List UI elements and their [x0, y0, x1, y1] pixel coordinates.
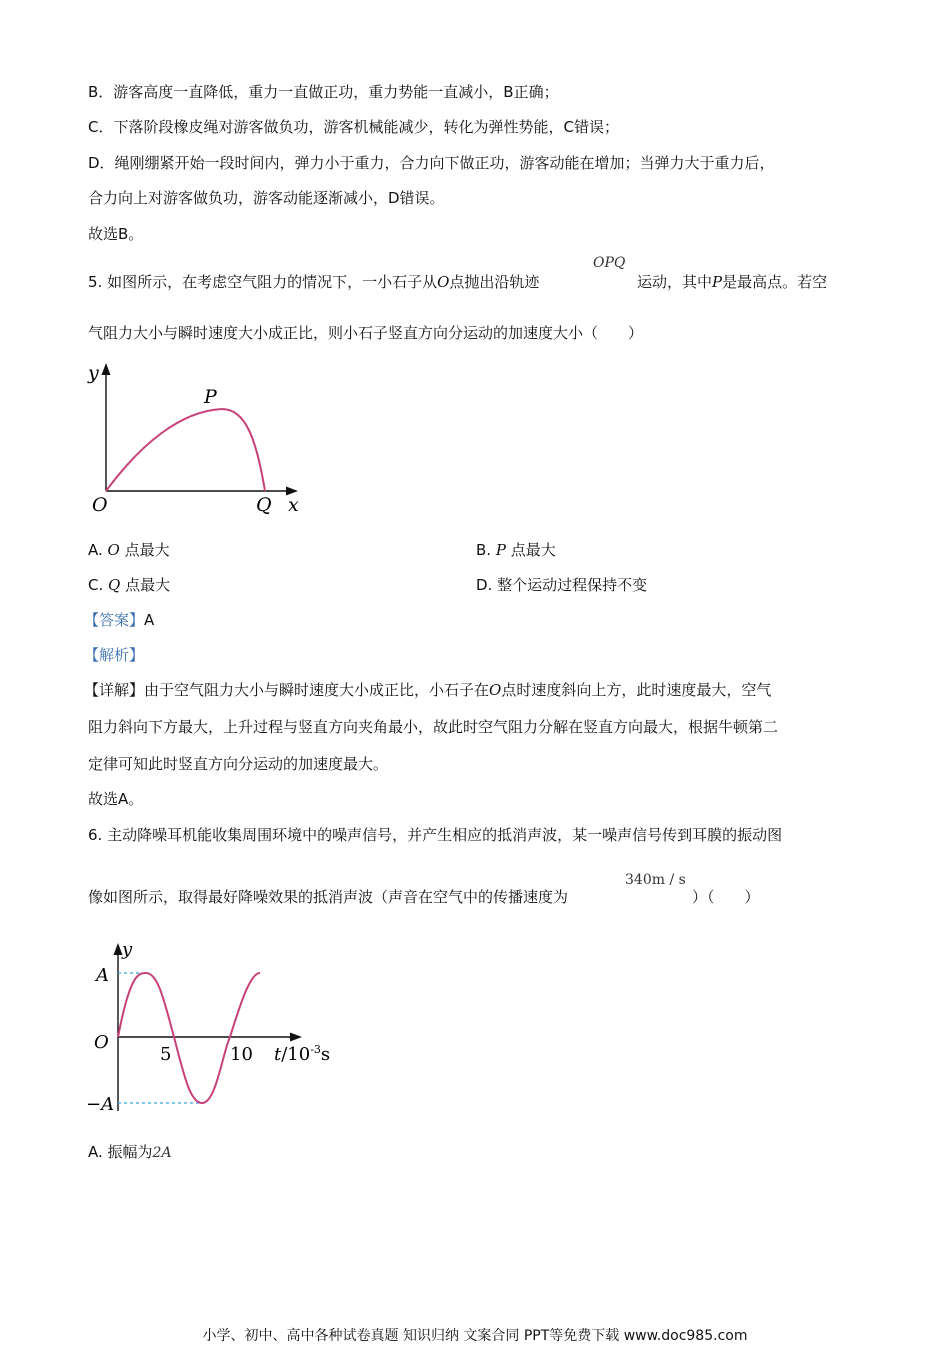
- detail-tag: 【详解】: [84, 681, 145, 699]
- paragraph-c: C．下落阶段橡皮绳对游客做负功，游客机械能减少，转化为弹性势能，C错误；: [88, 118, 619, 136]
- q5-line1-rest: 运动，其中P是最高点。若空: [637, 273, 828, 291]
- paragraph-d-line2: 合力向上对游客做负功，游客动能逐渐减小，D错误。: [88, 189, 445, 207]
- answer-value: A: [144, 611, 155, 629]
- option-a[interactable]: A. O 点最大: [88, 541, 170, 559]
- y-axis-arrow-icon: [102, 363, 111, 375]
- page-footer: 小学、初中、高中各种试卷真题 知识归纳 文案合同 PPT等免费下载 www.doc985.com: [202, 1328, 748, 1344]
- x-axis-label: x: [288, 494, 299, 516]
- point-q-label: Q: [256, 494, 272, 516]
- analysis-tag: 【解析】: [84, 646, 145, 664]
- q5-math-opq: OPQ: [593, 255, 626, 271]
- y-axis-label: y: [122, 939, 133, 960]
- q6-option-a[interactable]: A. 振幅为2A: [88, 1143, 172, 1161]
- y-axis-label: y: [88, 362, 99, 384]
- point-p-label: P: [204, 386, 217, 408]
- q5-line2: 气阻力大小与瞬时速度大小成正比，则小石子竖直方向分运动的加速度大小（ ）: [88, 324, 644, 342]
- answer-line: [84, 610, 154, 630]
- origin-label: O: [92, 494, 108, 516]
- choose-a: 故选A。: [88, 790, 144, 808]
- tick-10-label: 10: [230, 1044, 253, 1065]
- choose-b: 故选B。: [88, 225, 144, 243]
- q5-var-p: P: [712, 273, 723, 291]
- paragraph-b: B．游客高度一直降低，重力一直做正功，重力势能一直减小，B正确；: [88, 83, 559, 101]
- detail-line2: 阻力斜向下方最大，上升过程与竖直方向夹角最小，故此时空气阻力分解在竖直方向最大，根据牛顿第二: [88, 718, 779, 736]
- wave-curve: [118, 973, 260, 1103]
- q5-trajectory-graph: [80, 355, 320, 525]
- trajectory-curve: [106, 409, 265, 491]
- answer-tag: 【答案】: [84, 611, 145, 629]
- q6-line2-rest: ）（ ）: [692, 888, 760, 906]
- origin-label: O: [94, 1032, 109, 1053]
- option-d[interactable]: D. 整个运动过程保持不变: [476, 576, 648, 594]
- q5-line1: 5. 如图所示，在考虑空气阻力的情况下，一小石子从O点抛出沿轨迹: [88, 273, 540, 291]
- option-b[interactable]: B. P 点最大: [476, 541, 556, 559]
- amplitude-label: A: [96, 965, 109, 986]
- paragraph-d-line1: D．绳刚绷紧开始一段时间内，弹力小于重力，合力向下做正功，游客动能在增加；当弹力大于重力后，: [88, 154, 775, 172]
- q6-line1: 6. 主动降噪耳机能收集周围环境中的噪声信号，并产生相应的抵消声波，某一噪声信号传到耳膜的振动图: [88, 826, 783, 844]
- q5-var-o: O: [437, 273, 450, 291]
- q6-line2: 像如图所示，取得最好降噪效果的抵消声波（声音在空气中的传播速度为: [88, 888, 569, 906]
- q6-vibration-graph: [80, 935, 360, 1125]
- q6-option-a-math: 2A: [152, 1145, 172, 1161]
- detail-line1: 【详解】由于空气阻力大小与瞬时速度大小成正比，小石子在O点时速度斜向上方，此时速度最大，空气: [84, 681, 772, 699]
- neg-amplitude-label: −A: [86, 1094, 115, 1115]
- t-axis-arrow-icon: [290, 1033, 302, 1042]
- detail-line3: 定律可知此时竖直方向分运动的加速度最大。: [88, 755, 389, 773]
- option-c[interactable]: C. Q 点最大: [88, 576, 171, 594]
- t-axis-label: $t/10^{-3}s$: [274, 1043, 331, 1065]
- q6-math-speed: 340m / s: [625, 872, 686, 888]
- tick-5-label: 5: [160, 1044, 172, 1065]
